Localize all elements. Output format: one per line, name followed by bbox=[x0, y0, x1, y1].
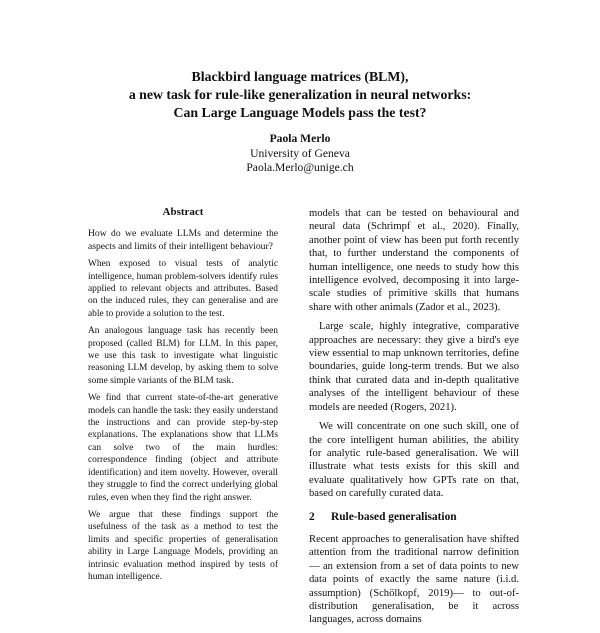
abstract-paragraph: An analogous language task has recently been proposed (called BLM) for LLM. In this paper, we use this task to investigate what linguistic reasoning LLM develop, by asking them to solve some simple variants of the BLM task. bbox=[88, 326, 278, 386]
author-block bbox=[150, 132, 450, 176]
abstract-paragraph: When exposed to visual tests of analytic intelligence, human problem-solvers identify rules applied to relevant objects and attributes. Based on the induced rules, they can generalise and are able to provide a solution to the test. bbox=[88, 259, 278, 319]
section-paragraph: Recent approaches to generalisation have shifted attention from the traditional narrow definition — an extension from a set of data points to new data points of exactly the same nature (i.i.d. assumption) (Schölkopf, 2019)— to out-of-distribution generalisation, be it across languages, across domains bbox=[309, 533, 519, 626]
body-paragraph: models that can be tested on behavioural and neural data (Schrimpf et al., 2020). Finally, another point of view has been put forth recently that, to further understand the components of human intelligence, one needs to study how this intelligence evolved, decomposing it into large-scale studies of primitive skills that humans share with other animals (Zador et al., 2023). bbox=[309, 208, 519, 313]
section-title: Rule-based generalisation bbox=[331, 510, 457, 523]
paper-title bbox=[100, 68, 500, 122]
abstract-heading: Abstract bbox=[162, 206, 204, 218]
author-name: Paola Merlo bbox=[269, 132, 331, 145]
abstract-paragraph: How do we evaluate LLMs and determine the aspects and limits of their intelligent behaviour? bbox=[88, 228, 278, 252]
author-affiliation: University of Geneva bbox=[250, 146, 350, 160]
abstract-paragraph: We argue that these findings support the usefulness of the task as a method to test the limits and specific properties of generalisation ability in Large Language Models, providing an intrinsic evaluation method inspired by tests of human intelligence. bbox=[88, 509, 278, 582]
title-line-2: a new task for rule-like generalization in neural networks: bbox=[128, 87, 472, 102]
title-line-3: Can Large Language Models pass the test? bbox=[173, 105, 427, 120]
body-column bbox=[309, 207, 519, 633]
section-heading bbox=[309, 511, 519, 524]
author-email: Paola.Merlo@unige.ch bbox=[246, 161, 354, 174]
body-paragraph: Large scale, highly integrative, comparative approaches are necessary: they give a bird's eye view essential to map unknown territories, define boundaries, guide long-term trends. But we also think that curated data and in-depth qualitative analyses of the intelligent behaviour of these models are needed (Rogers, 2021). bbox=[309, 321, 519, 413]
abstract-paragraph: We find that current state-of-the-art generative models can handle the task: they easily understand the instructions and can provide step-by-step explanations. The explanations show that LLMs can solve two of the main hurdles: correspondence finding (object and attribute identification) and item novelty. However, overall they struggle to find the correct underlying global rules, even when they find the right answer. bbox=[88, 393, 278, 503]
abstract-column bbox=[88, 228, 278, 588]
section-number: 2 bbox=[309, 510, 315, 523]
title-line-1: Blackbird language matrices (BLM), bbox=[191, 69, 409, 84]
body-paragraph: We will concentrate on one such skill, one of the core intelligent human abilities, the ability for analytic rule-based generalisation. We will illustrate what tests exists for this skill and evaluate qualitatively how GPTs rate on that, based on carefully curated data. bbox=[309, 421, 519, 500]
